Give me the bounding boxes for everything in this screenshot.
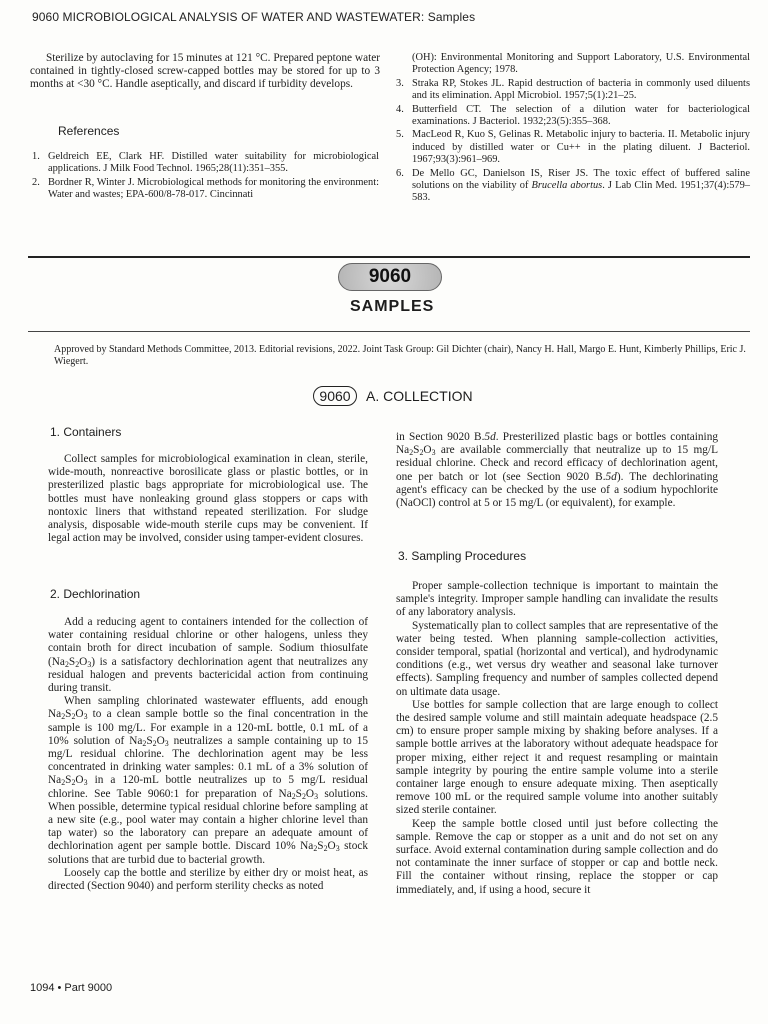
reference-item: 2. Bordner R, Winter J. Microbiological methods for monitoring the environment: Water and wastes; EPA-600/8-78-017. Cincinnati <box>32 176 379 201</box>
sampling-section <box>396 580 718 897</box>
containers-paragraph: Collect samples for microbiological examination in clean, sterile, wide-mouth, nonreactive borosilicate glass or plastic bottles, or in presterilized plastic bags appropriate for microbiological use. The bottles must have nonleaking ground glass stoppers or caps with nontoxic liners that withstand repeated sterilization. For sludge analysis, disposable wide-mouth sterile cups may be convenient. If legal action may be involved, consider using tamper-evident closures. <box>48 453 368 545</box>
sampling-paragraph-3: Use bottles for sample collection that are large enough to collect the desired sample volume and still maintain adequate headspace (2.5 cm) to ensure proper sample mixing by shaking before analyses. If a sample bottle arrives at the laboratory without adequate headspace for proper mixing, either reject it and request resampling or maintain sample integrity by pouring the entire sample volume into a sterile container large enough to ensure adequate mixing. Then aseptically remove 100 mL or the required sample volume into another suitably sized sterile container. <box>396 698 718 817</box>
sampling-paragraph-4: Keep the sample bottle closed until just before collecting the sample. Remove the cap or stopper as a unit and do not set on any surface. Avoid external contamination during sample collection and do not contaminate the inner surface of stopper or cap and bottle neck. Fill the container without rinsing, replace the stopper or cap immediately, and, if using a hood, secure it <box>396 817 718 896</box>
references-list-left <box>32 151 379 203</box>
section-divider <box>28 256 750 258</box>
dechlorination-paragraph-2: When sampling chlorinated wastewater effluents, add enough $Na_2S_2O_3$ to a clean sample bottle so the final concentration in the sample is 100 mg/L. For example in a 120-mL bottle, 0.1 mL of a 10% solution of $Na_2S_2O_3$ neutralizes a sample containing up to 15 mg/L residual chlorine. The dechlorination agent may be less concentrated in drinking water samples: 0.1 mL of a 3% solution of $Na_2S_2O_3$ in a 120-mL bottle neutralizes up to 5 mg/L residual chlorine. See Table 9060:1 for preparation of $Na_2S_2O_3$ solutions. When possible, determine typical residual chlorine before sampling at a new site (e.g., pool water may contain a higher chlorine level than tap water) so the laboratory can prepare an adequate amount of dechlorination agent per sample bottle. Discard 10% $Na_2S_2O_3$ stock solutions that are turbid due to bacterial growth. <box>48 695 369 866</box>
right-column <box>396 431 718 510</box>
containers-heading: 1. Containers <box>50 425 122 439</box>
containers-section <box>48 453 368 545</box>
top-paragraph <box>30 52 380 92</box>
references-heading: References <box>58 124 120 138</box>
sampling-heading: 3. Sampling Procedures <box>398 549 527 563</box>
subsection-number-badge: 9060 <box>313 386 357 406</box>
reference-item: 4. Butterfield CT. The selection of a dilution water for bacteriological examinations. J Bacteriol. 1932;23(5):355–368. <box>396 103 750 128</box>
section-title: SAMPLES <box>350 298 435 315</box>
reference-item: 5. MacLeod R, Kuo S, Gelinas R. Metabolic injury to bacteria. II. Metabolic injury induced by distilled water or Cu++ in the plating diluent. J Bacteriol. 1967;93(3):961–969. <box>396 129 750 166</box>
dechlorination-paragraph-3: Loosely cap the bottle and sterilize by either dry or moist heat, as directed (Section 9040) and perform sterility checks as noted <box>48 866 368 893</box>
running-head: 9060 MICROBIOLOGICAL ANALYSIS OF WATER AND WASTEWATER: Samples <box>32 10 476 24</box>
reference-item: 3. Straka RP, Stokes JL. Rapid destruction of bacteria in commonly used diluents and its elimination. Appl Microbiol. 1957;5(1):21–25. <box>396 77 750 102</box>
reference-item: (OH): Environmental Monitoring and Support Laboratory, U.S. Environmental Protection Agency; 1978. <box>412 52 750 76</box>
dechlorination-continued: in Section 9020 B.5d. Presterilized plastic bags or bottles containing $Na_2S_2O_3$ are available commercially that neutralize up to 15 mg/L residual chlorine. Check and record efficacy of dechlorination agent, one per batch or lot (see Section 9020 B.5d). The dechlorinating agent's efficacy can be checked by the use of a sodium hypochlorite (NaOCl) control at 5 or 15 mg/L (or equivalent), for example. <box>396 431 719 510</box>
dechlorination-section <box>48 616 368 893</box>
approval-note: Approved by Standard Methods Committee, 2013. Editorial revisions, 2022. Joint Task Group: Gil Dichter (chair), Nancy H. Hall, Margo E. Hunt, Kimberly Phillips, Eric J. Wiegert. <box>54 344 746 367</box>
references-list-right <box>396 52 750 206</box>
sampling-paragraph-2: Systematically plan to collect samples that are representative of the water being tested. When planning sample-collection activities, consider temporal, spatial (horizontal and vertical), and hydrodynamic conditions (e.g., wet versus dry weather and seasonal lake turnover effects). Sampling frequency and number of samples collected depend on ultimate data usage. <box>396 619 718 698</box>
section-number-badge: 9060 <box>338 263 442 291</box>
reference-item: 6. De Mello GC, Danielson IS, Riser JS. The toxic effect of buffered saline solutions on the viability of Brucella abortus. J Lab Clin Med. 1951;37(4):579–583. <box>396 167 751 204</box>
dechlorination-paragraph-1: Add a reducing agent to containers intended for the collection of water containing residual chlorine or other halogens, unless they contain broth for direct incubation of sample. Sodium thiosulfate $(Na_2S_2O_3)$ is a satisfactory dechlorination agent that neutralizes any residual halogen and prevents bactericidal action from continuing during transit. <box>48 616 368 695</box>
sampling-paragraph-1: Proper sample-collection technique is important to maintain the sample's integrity. Improper sample handling can invalidate the results of any laboratory analysis. <box>396 580 718 619</box>
page-footer: 1094 • Part 9000 <box>30 982 113 994</box>
dechlorination-heading: 2. Dechlorination <box>50 587 141 601</box>
title-divider <box>28 331 750 332</box>
reference-item: 1. Geldreich EE, Clark HF. Distilled water suitability for microbiological applications. J Milk Food Technol. 1965;28(11):351–355. <box>32 151 379 175</box>
subsection-title: A. COLLECTION <box>366 388 473 404</box>
autoclave-paragraph: Sterilize by autoclaving for 15 minutes at 121 °C. Prepared peptone water contained in tightly-closed screw-capped bottles may be stored for up to 3 months at <30 °C. Handle aseptically, and discard if turbidity develops. <box>30 52 380 91</box>
